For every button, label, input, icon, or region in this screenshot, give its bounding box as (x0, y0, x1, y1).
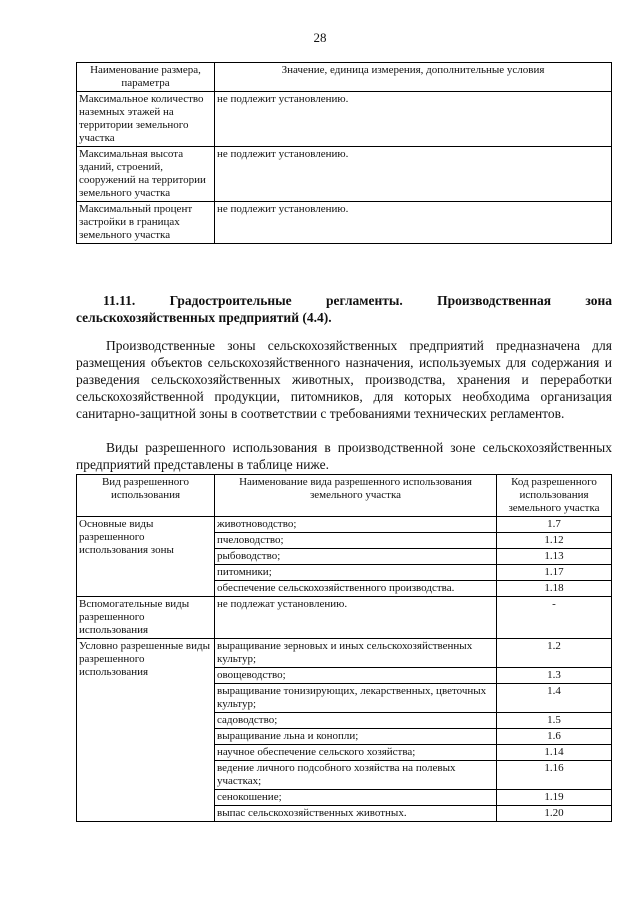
use-code: 1.4 (497, 684, 612, 713)
table-header-row (77, 475, 612, 517)
table-row (77, 597, 612, 639)
parameter-value: не подлежит установлению. (215, 92, 612, 147)
column-header: Значение, единица измерения, дополнительные условия (215, 63, 612, 92)
use-name: рыбоводство; (215, 549, 497, 565)
use-code: 1.3 (497, 668, 612, 684)
use-code: 1.16 (497, 761, 612, 790)
column-header: Наименование вида разрешенного использования земельного участка (215, 475, 497, 517)
use-name: животноводство; (215, 517, 497, 533)
use-name: питомники; (215, 565, 497, 581)
table-row (77, 517, 612, 533)
use-name: выращивание тонизирующих, лекарственных, цветочных культур; (215, 684, 497, 713)
section-number: 11.11. (103, 293, 136, 308)
page-number: 28 (313, 30, 327, 45)
use-name: выращивание зерновых и иных сельскохозяйственных культур; (215, 639, 497, 668)
use-code: 1.12 (497, 533, 612, 549)
use-code: 1.6 (497, 729, 612, 745)
parameter-value: не подлежит установлению. (215, 147, 612, 202)
table-row (77, 147, 612, 202)
use-name: сенокошение; (215, 790, 497, 806)
parameters-table (76, 62, 612, 244)
use-code: 1.7 (497, 517, 612, 533)
use-name: пчеловодство; (215, 533, 497, 549)
use-name: выпас сельскохозяйственных животных. (215, 806, 497, 822)
section-title: Градостроительные регламенты. Производственная зона сельскохозяйственных предприятий (4.4). (76, 293, 612, 325)
parameter-name: Максимальная высота зданий, строений, сооружений на территории земельного участка (77, 147, 215, 202)
use-name: ведение личного подсобного хозяйства на полевых участках; (215, 761, 497, 790)
table-row (77, 92, 612, 147)
use-name: выращивание льна и конопли; (215, 729, 497, 745)
use-code: 1.13 (497, 549, 612, 565)
column-header: Наименование размера, параметра (77, 63, 215, 92)
use-name: садоводство; (215, 713, 497, 729)
use-code: 1.14 (497, 745, 612, 761)
use-category: Вспомогательные виды разрешенного использования (77, 597, 215, 639)
table-header-row (77, 63, 612, 92)
paragraph-table-intro: Виды разрешенного использования в производственной зоне сельскохозяйственных предприятий представлены в таблице ниже. (76, 440, 612, 472)
column-header: Код разрешенного использования земельного участка (497, 475, 612, 517)
parameter-value: не подлежит установлению. (215, 202, 612, 244)
use-category: Основные виды разрешенного использования зоны (77, 517, 215, 597)
table-row (77, 202, 612, 244)
use-category: Условно разрешенные виды разрешенного использования (77, 639, 215, 822)
parameter-name: Максимальный процент застройки в границах земельного участка (77, 202, 215, 244)
section-heading (76, 292, 612, 326)
use-code: 1.19 (497, 790, 612, 806)
use-name: не подлежат установлению. (215, 597, 497, 639)
use-name: обеспечение сельскохозяйственного производства. (215, 581, 497, 597)
permitted-use-table (76, 474, 612, 822)
use-code: 1.17 (497, 565, 612, 581)
use-code: 1.18 (497, 581, 612, 597)
use-name: овощеводство; (215, 668, 497, 684)
use-code: 1.5 (497, 713, 612, 729)
use-code: 1.20 (497, 806, 612, 822)
table-row (77, 639, 612, 668)
paragraph-purpose: Производственные зоны сельскохозяйственных предприятий предназначена для размещения объектов сельскохозяйственного назначения, используемых для содержания и разведения сельскохозяйственных животных, производства, хранения и переработки сельскохозяйственной продукции, питомников, для которых необходима организация санитарно-защитной зоны в соответствии с требованиями технических регламентов. (76, 338, 612, 421)
parameter-name: Максимальное количество наземных этажей на территории земельного участка (77, 92, 215, 147)
use-name: научное обеспечение сельского хозяйства; (215, 745, 497, 761)
use-code: - (497, 597, 612, 639)
use-code: 1.2 (497, 639, 612, 668)
column-header: Вид разрешенного использования (77, 475, 215, 517)
